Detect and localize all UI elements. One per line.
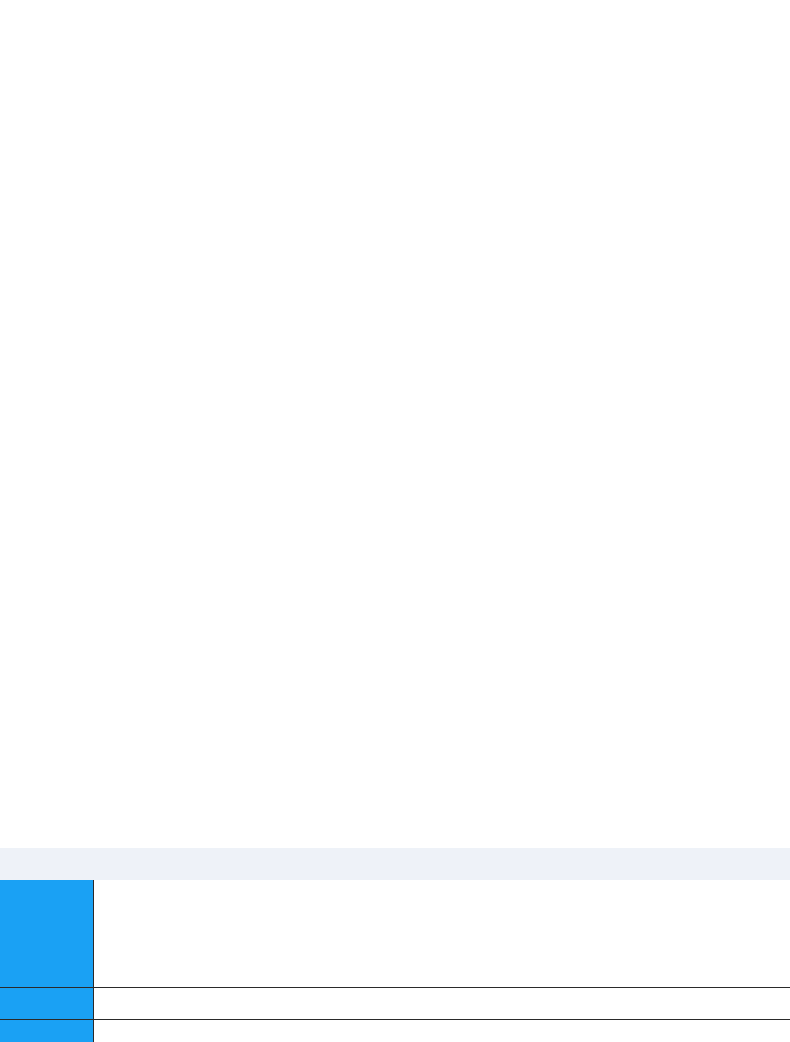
model-cells	[94, 880, 790, 987]
section-divider	[0, 848, 790, 880]
spec-row	[0, 988, 790, 1020]
area-cells	[94, 1020, 790, 1042]
area-row	[0, 1020, 790, 1042]
row-label-model	[0, 880, 94, 987]
spec-value	[94, 988, 790, 1019]
row-label-spec	[0, 988, 94, 1019]
model-row	[0, 880, 790, 988]
row-label-area	[0, 1020, 94, 1042]
spec-table-bottom	[0, 880, 790, 1042]
